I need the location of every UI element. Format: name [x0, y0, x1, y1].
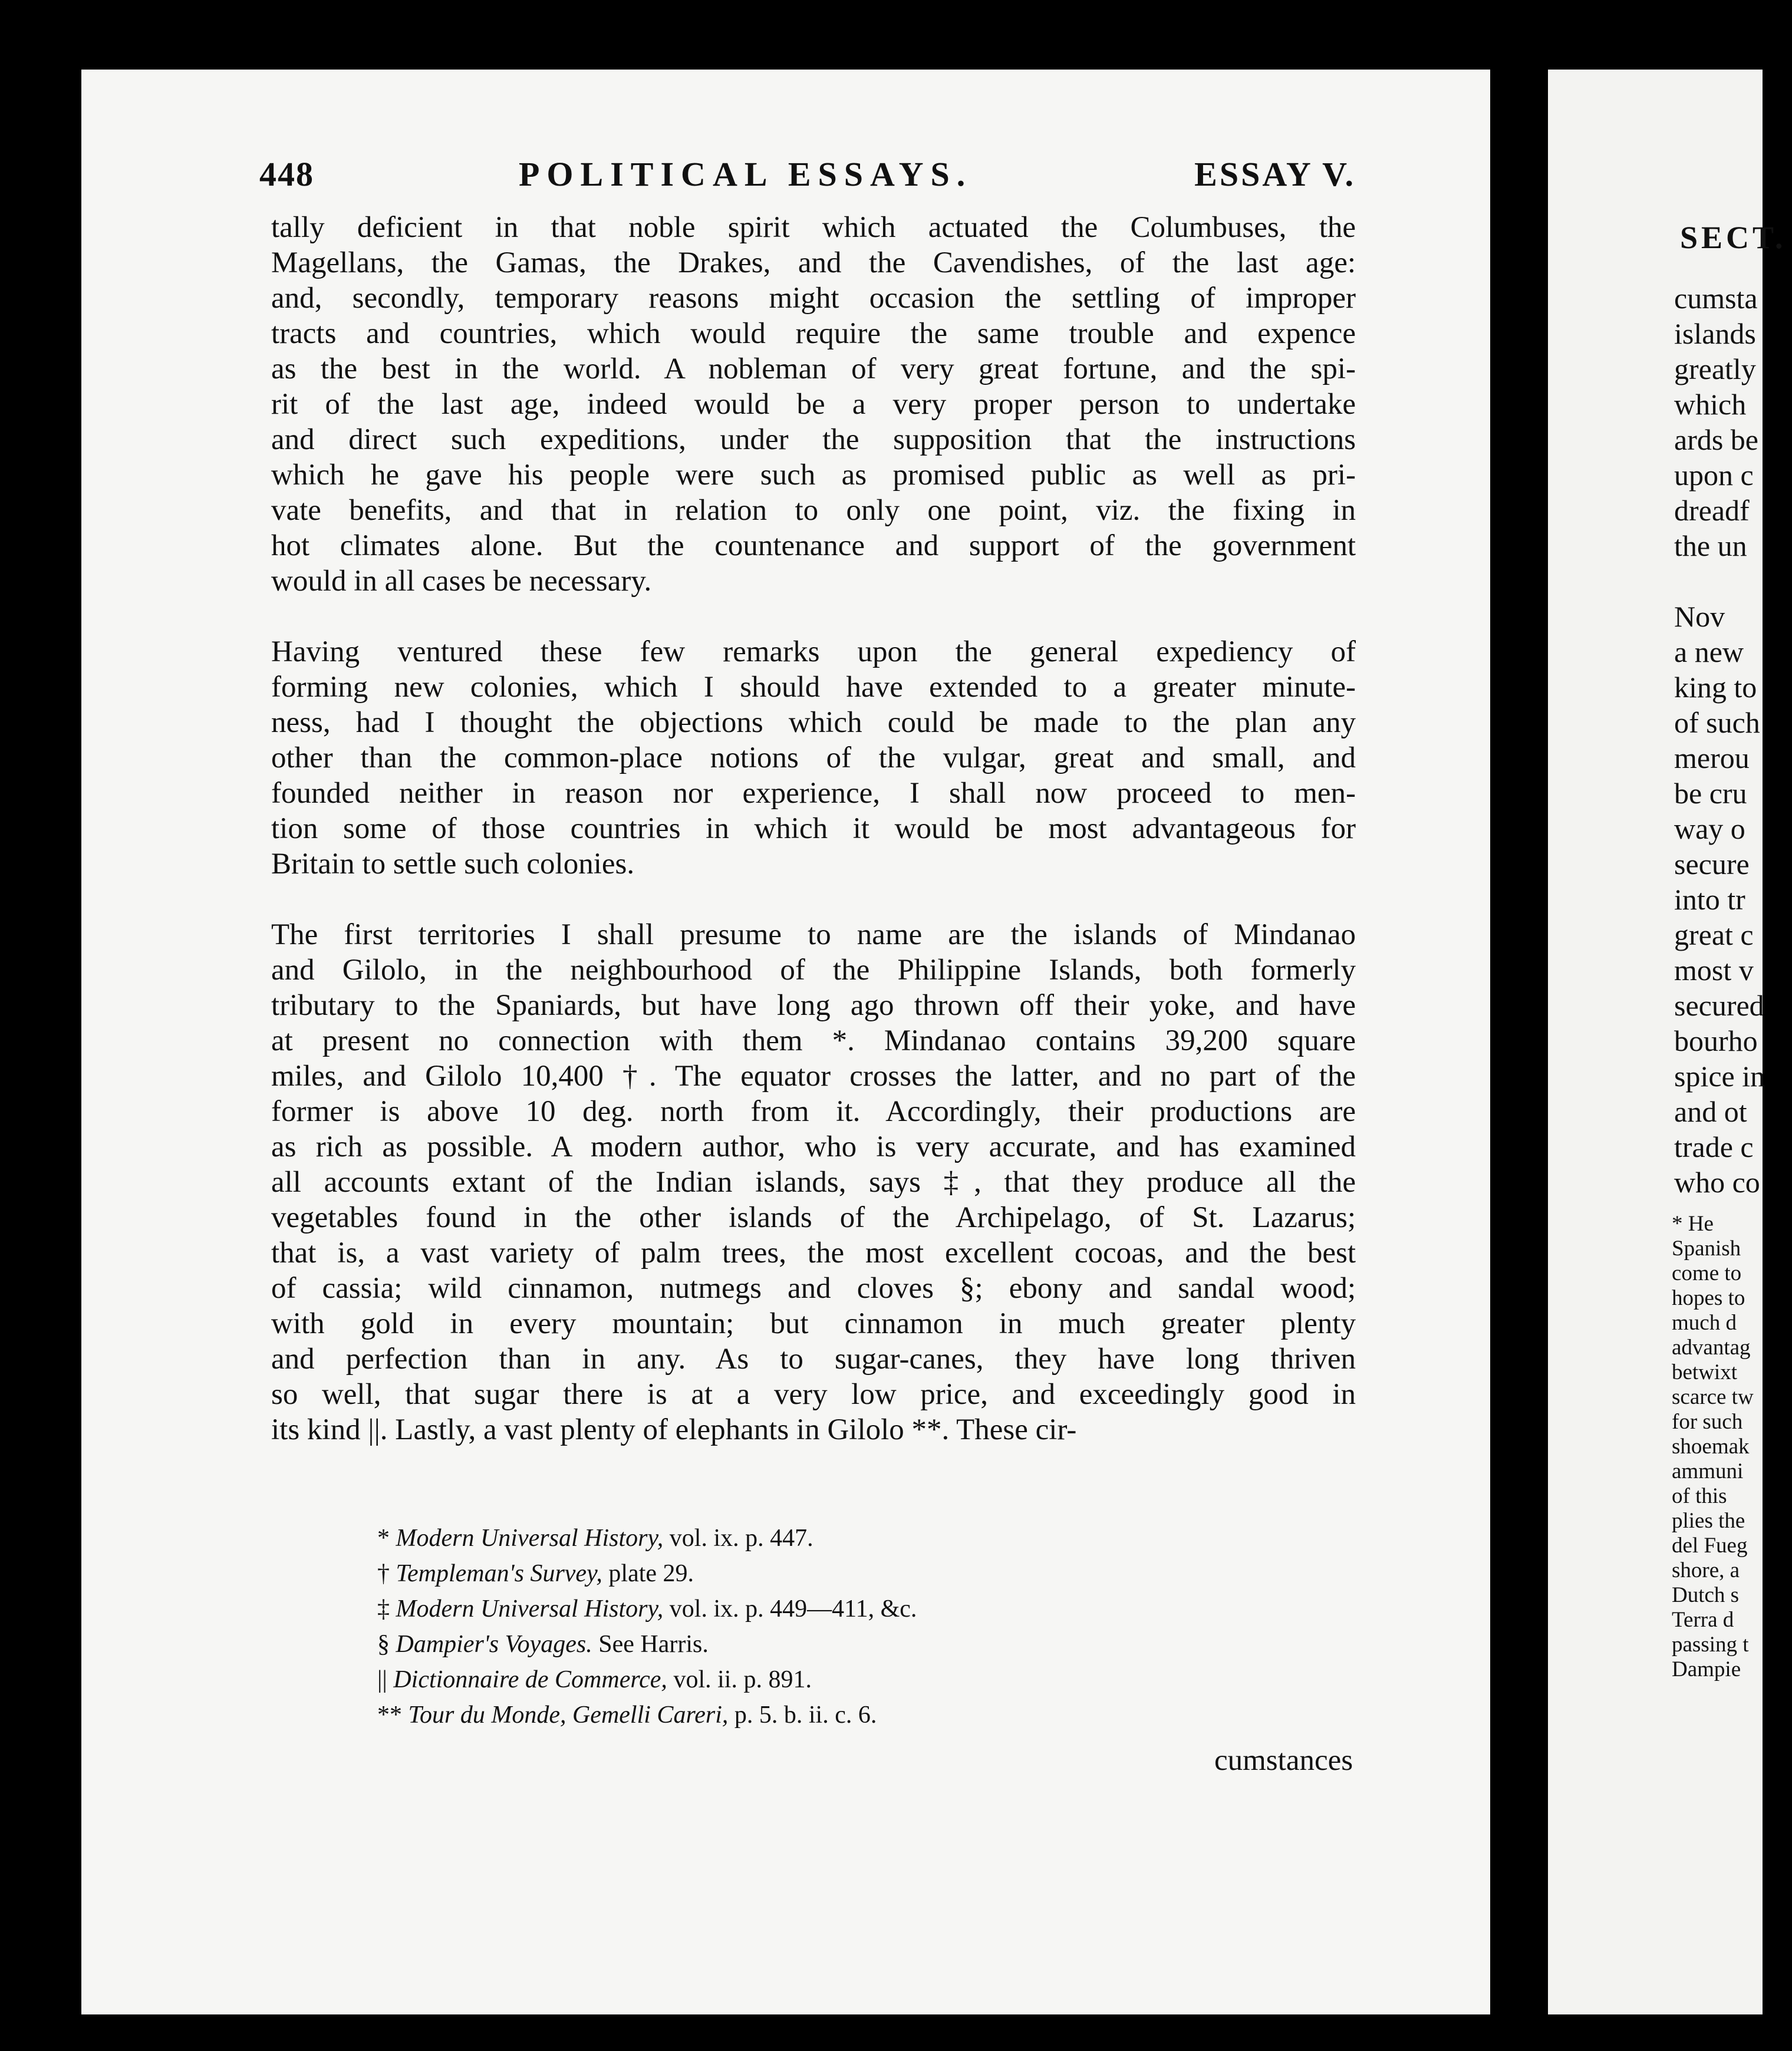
page-gutter	[1490, 70, 1548, 2014]
text-line: and, secondly, temporary reasons might occasion the settling of improper	[271, 282, 1356, 315]
facing-text-line	[1674, 563, 1792, 599]
text-line: as the best in the world. A nobleman of very great fortune, and the spi-	[271, 352, 1356, 385]
facing-text-line: upon c	[1674, 459, 1754, 492]
facing-text-line: trade c	[1674, 1130, 1754, 1163]
text-line: vegetables found in the other islands of the Archipelago, of St. Lazarus;	[271, 1201, 1356, 1234]
facing-note-line: del Fueg	[1672, 1534, 1748, 1558]
facing-page-text	[1674, 281, 1792, 1200]
facing-note-line: for such	[1672, 1410, 1743, 1434]
facing-note-line: passing t	[1672, 1633, 1749, 1657]
facing-text-line: into tr	[1674, 883, 1745, 916]
facing-text-line: ards be	[1674, 423, 1758, 456]
facing-text-line: who co	[1674, 1166, 1760, 1199]
facing-note-line: shore, a	[1672, 1558, 1740, 1582]
footnotes	[377, 1521, 1356, 1733]
text-line: Having ventured these few remarks upon the general expediency of	[271, 635, 1356, 668]
footnote-ref: vol. ix. p. 449—411, &c.	[663, 1595, 917, 1623]
body-text	[271, 210, 1356, 1447]
facing-note-line: plies the	[1672, 1509, 1745, 1533]
section-label: ESSAY V.	[1194, 155, 1356, 193]
footnote	[377, 1521, 1356, 1556]
text-line: vate benefits, and that in relation to only one point, viz. the fixing in	[271, 494, 1356, 527]
facing-note-line: come to	[1672, 1261, 1742, 1285]
text-line: other than the common-place notions of the vulgar, great and small, and	[271, 741, 1356, 774]
footnote-ref: p. 5. b. ii. c. 6.	[728, 1702, 877, 1729]
facing-text-line: Nov	[1674, 600, 1725, 633]
facing-note-line: shoemak	[1672, 1435, 1750, 1459]
facing-text-line: greatly	[1674, 352, 1756, 385]
text-line: and direct such expeditions, under the supposition that the instructions	[271, 423, 1356, 456]
footnote-source: Templeman's Survey,	[396, 1560, 602, 1587]
footnote	[377, 1697, 1356, 1733]
text-line: ness, had I thought the objections which could be made to the plan any	[271, 706, 1356, 739]
facing-text-line: islands	[1674, 317, 1756, 350]
text-line: founded neither in reason nor experience, I shall now proceed to men-	[271, 777, 1356, 810]
facing-note-line: * He	[1672, 1212, 1714, 1236]
footnote-ref: See Harris.	[592, 1631, 709, 1658]
text-line: former is above 10 deg. north from it. Accordingly, their productions are	[271, 1095, 1356, 1128]
text-line: with gold in every mountain; but cinnamon in much greater plenty	[271, 1307, 1356, 1340]
footnote-mark: ||	[377, 1666, 394, 1693]
footnote-source: Tour du Monde, Gemelli Careri,	[408, 1702, 729, 1729]
facing-text-line: king to	[1674, 671, 1757, 704]
footnote	[377, 1556, 1356, 1591]
facing-note-line: Dampie	[1672, 1657, 1741, 1681]
footnote-mark: †	[377, 1560, 396, 1587]
footnote-ref: vol. ix. p. 447.	[663, 1525, 813, 1552]
facing-text-line: be cru	[1674, 777, 1747, 810]
text-line: tracts and countries, which would require the same trouble and expence	[271, 317, 1356, 350]
text-line: tributary to the Spaniards, but have long ago thrown off their yoke, and have	[271, 989, 1356, 1022]
facing-text-line: bourho	[1674, 1024, 1758, 1057]
text-line: Magellans, the Gamas, the Drakes, and the Cavendishes, of the last age:	[271, 246, 1356, 279]
facing-text-line: secured	[1674, 989, 1764, 1022]
facing-text-line: secure	[1674, 848, 1750, 881]
facing-page-head: SECT.	[1680, 220, 1787, 255]
facing-note-line: scarce tw	[1672, 1385, 1754, 1409]
facing-text-line: dreadf	[1674, 494, 1750, 527]
text-line: as rich as possible. A modern author, who is very accurate, and has examined	[271, 1130, 1356, 1163]
facing-text-line: the un	[1674, 529, 1747, 562]
footnote-mark: §	[377, 1631, 396, 1658]
page-number: 448	[259, 155, 314, 193]
text-line: tion some of those countries in which it would be most advantageous for	[271, 812, 1356, 845]
facing-text-line: and ot	[1674, 1095, 1747, 1128]
facing-note-line: much d	[1672, 1311, 1737, 1335]
facing-note-line: of this	[1672, 1484, 1727, 1508]
paragraph-gap	[271, 599, 1356, 634]
running-title: POLITICAL ESSAYS.	[519, 155, 973, 193]
facing-note-line: betwixt	[1672, 1360, 1737, 1384]
text-line: at present no connection with them *. Mindanao contains 39,200 square	[271, 1024, 1356, 1057]
facing-note-line: Spanish	[1672, 1236, 1741, 1261]
text-line: rit of the last age, indeed would be a very proper person to undertake	[271, 388, 1356, 421]
text-line: Britain to settle such colonies.	[271, 848, 635, 881]
footnote-source: Modern Universal History,	[396, 1525, 664, 1552]
text-line: its kind ||. Lastly, a vast plenty of elephants in Gilolo **. These cir-	[271, 1413, 1077, 1446]
text-line: all accounts extant of the Indian islands, says ‡, that they produce all the	[271, 1166, 1356, 1199]
facing-text-line: spice in	[1674, 1060, 1765, 1093]
facing-text-line: cumsta	[1674, 282, 1758, 315]
footnote-mark: ‡	[377, 1595, 396, 1623]
footnote	[377, 1627, 1356, 1662]
text-line: that is, a vast variety of palm trees, the most excellent cocoas, and the best	[271, 1236, 1356, 1269]
facing-text-line: merou	[1674, 741, 1750, 774]
text-line: would in all cases be necessary.	[271, 565, 652, 598]
text-line: tally deficient in that noble spirit which actuated the Columbuses, the	[271, 211, 1356, 244]
facing-text-line: most v	[1674, 954, 1754, 987]
footnote-ref: vol. ii. p. 891.	[667, 1666, 812, 1693]
text-line: of cassia; wild cinnamon, nutmegs and cloves §; ebony and sandal wood;	[271, 1272, 1356, 1305]
facing-note-line: ammuni	[1672, 1459, 1744, 1483]
text-line: The first territories I shall presume to name are the islands of Mindanao	[271, 918, 1356, 951]
footnote-source: Dictionnaire de Commerce,	[393, 1666, 667, 1693]
facing-text-line: of such	[1674, 706, 1760, 739]
text-line: so well, that sugar there is at a very low price, and exceedingly good in	[271, 1378, 1356, 1411]
footnote-source: Dampier's Voyages.	[396, 1631, 592, 1658]
text-line: miles, and Gilolo 10,400 †. The equator crosses the latter, and no part of the	[271, 1060, 1356, 1093]
paragraph-gap	[271, 882, 1356, 917]
facing-note-line: advantag	[1672, 1336, 1751, 1360]
facing-note-line: Terra d	[1672, 1608, 1734, 1632]
text-line: and Gilolo, in the neighbourhood of the Philippine Islands, both formerly	[271, 954, 1356, 987]
footnote-source: Modern Universal History,	[396, 1595, 664, 1623]
catchword: cumstances	[1214, 1744, 1353, 1777]
facing-text-line: great c	[1674, 918, 1754, 951]
text-line: hot climates alone. But the countenance and support of the government	[271, 529, 1356, 562]
text-line: which he gave his people were such as promised public as well as pri-	[271, 459, 1356, 492]
text-line: forming new colonies, which I should have extended to a greater minute-	[271, 671, 1356, 704]
text-line: and perfection than in any. As to sugar-canes, they have long thriven	[271, 1343, 1356, 1376]
facing-text-line: way o	[1674, 812, 1745, 845]
footnote-mark: **	[377, 1702, 409, 1729]
footnote	[377, 1591, 1356, 1627]
facing-note-line: Dutch s	[1672, 1583, 1740, 1607]
facing-note-line: hopes to	[1672, 1286, 1745, 1310]
facing-text-line: which	[1674, 388, 1747, 421]
footnote	[377, 1662, 1356, 1697]
facing-page-notes	[1672, 1212, 1754, 1682]
footnote-ref: plate 29.	[602, 1560, 694, 1587]
footnote-mark: *	[377, 1525, 396, 1552]
facing-text-line: a new	[1674, 635, 1744, 668]
